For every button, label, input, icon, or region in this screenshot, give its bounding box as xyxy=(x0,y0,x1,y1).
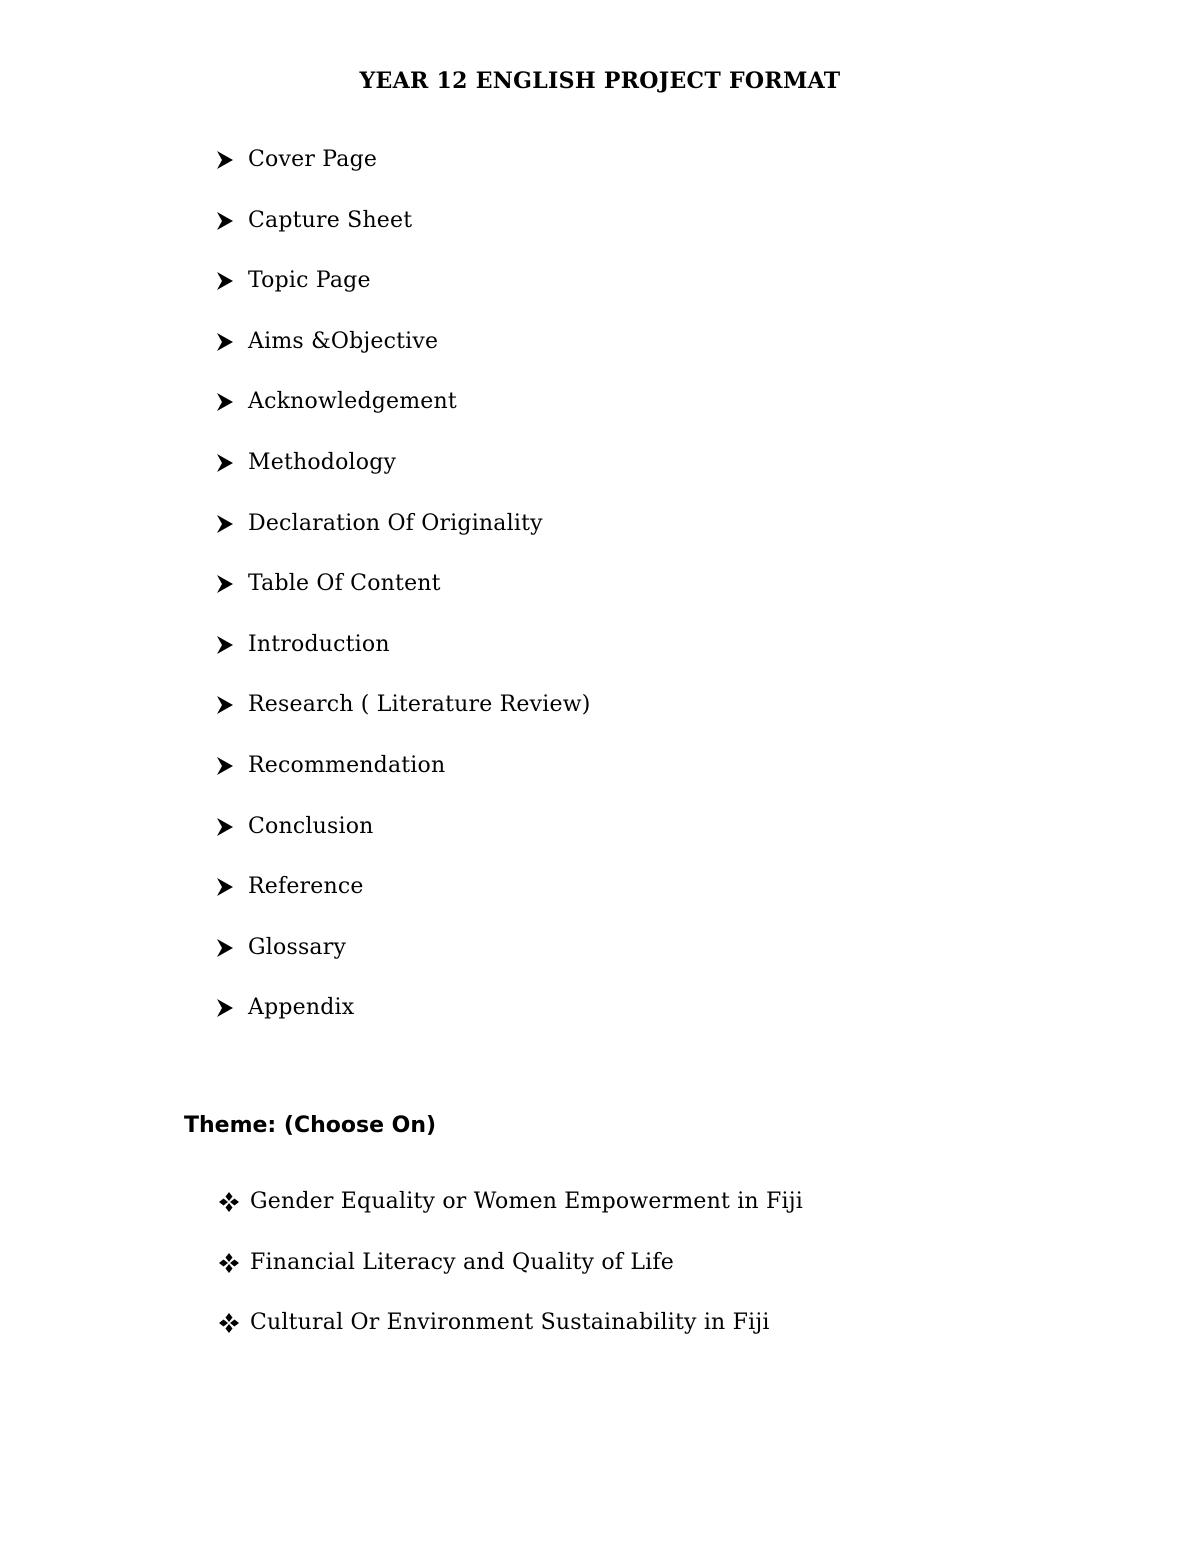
list-item xyxy=(216,447,591,508)
list-item-label: Acknowledgement xyxy=(248,389,457,415)
theme-item-label: Gender Equality or Women Empowerment in Fiji xyxy=(250,1189,803,1214)
arrowhead-bullet-icon xyxy=(216,695,234,715)
list-item-label: Capture Sheet xyxy=(248,207,413,233)
list-item xyxy=(216,811,591,872)
list-item-label: Conclusion xyxy=(248,813,374,839)
page-title: YEAR 12 ENGLISH PROJECT FORMAT xyxy=(359,68,841,94)
theme-list xyxy=(219,1186,803,1368)
list-item-label: Research ( Literature Review) xyxy=(248,692,591,718)
list-item xyxy=(216,992,591,1053)
list-item xyxy=(216,689,591,750)
list-item-label: Appendix xyxy=(248,995,355,1021)
list-item xyxy=(216,326,591,387)
arrowhead-bullet-icon xyxy=(216,150,234,170)
four-diamond-bullet-icon xyxy=(219,1253,239,1273)
arrowhead-bullet-icon xyxy=(216,998,234,1018)
list-item-label: Table Of Content xyxy=(248,571,441,597)
list-item-label: Declaration Of Originality xyxy=(248,510,543,536)
list-item xyxy=(216,144,591,205)
arrowhead-bullet-icon xyxy=(216,877,234,897)
list-item xyxy=(216,205,591,266)
theme-item-label: Cultural Or Environment Sustainability in Fiji xyxy=(250,1310,770,1336)
arrowhead-bullet-icon xyxy=(216,514,234,534)
four-diamond-bullet-icon xyxy=(219,1313,239,1333)
arrowhead-bullet-icon xyxy=(216,392,234,412)
list-item xyxy=(216,932,591,993)
list-item xyxy=(216,265,591,326)
list-item xyxy=(219,1247,803,1308)
arrowhead-bullet-icon xyxy=(216,756,234,776)
list-item xyxy=(219,1186,803,1247)
arrowhead-bullet-icon xyxy=(216,211,234,231)
list-item-label: Cover Page xyxy=(248,147,378,172)
list-item-label: Reference xyxy=(248,874,364,900)
project-format-list xyxy=(216,144,591,1053)
list-item xyxy=(216,629,591,690)
list-item xyxy=(216,386,591,447)
list-item-label: Introduction xyxy=(248,631,390,657)
arrowhead-bullet-icon xyxy=(216,574,234,594)
four-diamond-bullet-icon xyxy=(219,1192,239,1212)
arrowhead-bullet-icon xyxy=(216,817,234,837)
arrowhead-bullet-icon xyxy=(216,635,234,655)
arrowhead-bullet-icon xyxy=(216,332,234,352)
list-item xyxy=(216,508,591,569)
list-item-label: Topic Page xyxy=(248,268,371,294)
arrowhead-bullet-icon xyxy=(216,271,234,291)
list-item xyxy=(219,1307,803,1368)
list-item xyxy=(216,568,591,629)
theme-heading: Theme: (Choose On) xyxy=(184,1113,437,1138)
list-item-label: Glossary xyxy=(248,934,347,960)
list-item-label: Methodology xyxy=(248,449,397,475)
list-item xyxy=(216,750,591,811)
theme-item-label: Financial Literacy and Quality of Life xyxy=(250,1249,674,1275)
arrowhead-bullet-icon xyxy=(216,453,234,473)
arrowhead-bullet-icon xyxy=(216,938,234,958)
list-item xyxy=(216,871,591,932)
list-item-label: Aims &Objective xyxy=(248,328,439,354)
list-item-label: Recommendation xyxy=(248,752,446,778)
